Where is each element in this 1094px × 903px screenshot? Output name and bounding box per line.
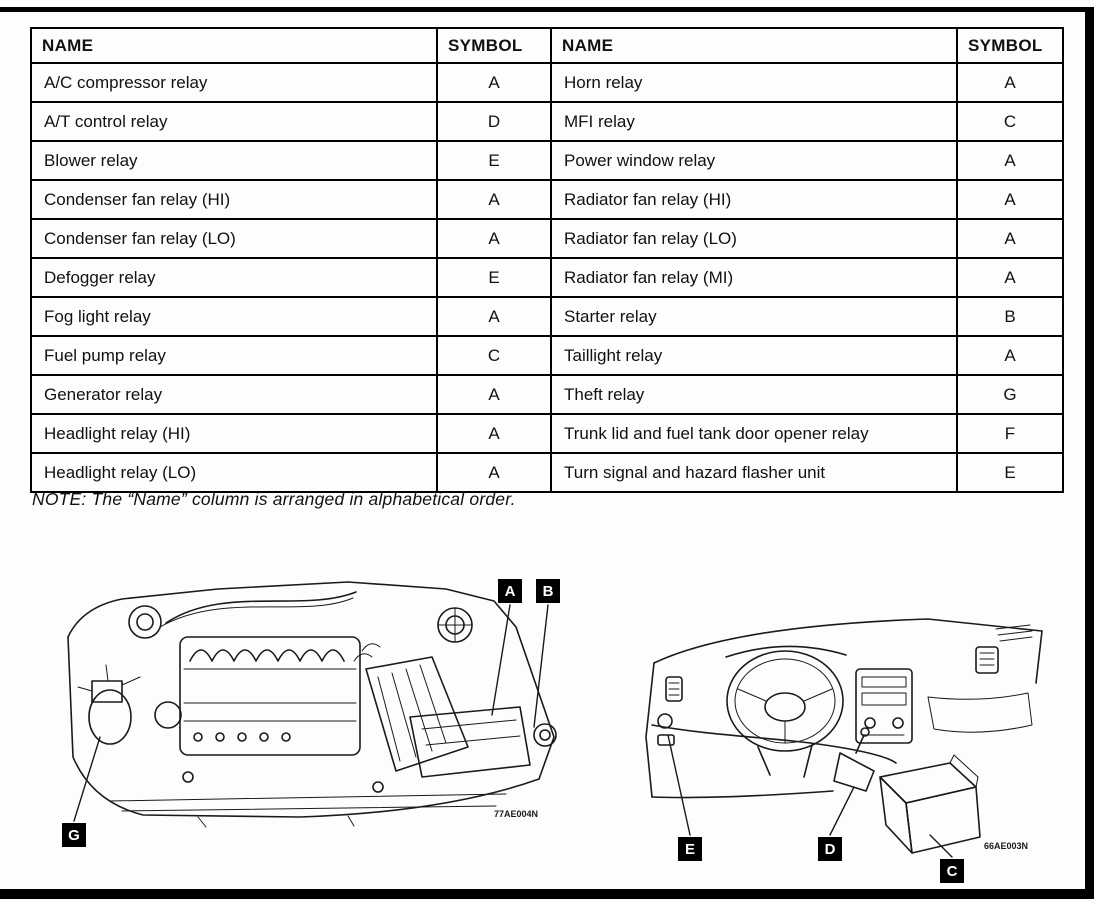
relay-name-cell: Headlight relay (LO) (31, 453, 437, 492)
relay-name-cell: Radiator fan relay (LO) (551, 219, 957, 258)
column-header-symbol-left: SYMBOL (437, 28, 551, 63)
callout-d (818, 837, 842, 861)
page-border-bottom (0, 889, 1094, 899)
relay-name-cell: MFI relay (551, 102, 957, 141)
relay-name-cell: Power window relay (551, 141, 957, 180)
leader-line-c (930, 835, 952, 857)
relay-name-cell: Generator relay (31, 375, 437, 414)
table-row (31, 63, 1063, 102)
relay-symbol-cell: A (957, 63, 1063, 102)
table-row (31, 258, 1063, 297)
relay-name-cell: Defogger relay (31, 258, 437, 297)
relay-name-cell: Radiator fan relay (HI) (551, 180, 957, 219)
table-row (31, 102, 1063, 141)
callout-c (940, 859, 964, 883)
table-row (31, 141, 1063, 180)
svg-text:A: A (504, 583, 516, 600)
leader-line-g (74, 737, 100, 821)
relay-name-cell: Headlight relay (HI) (31, 414, 437, 453)
relay-symbol-cell: C (957, 102, 1063, 141)
relay-symbol-cell: E (437, 141, 551, 180)
page-border-right (1085, 7, 1094, 899)
relay-symbol-cell: A (437, 375, 551, 414)
relay-name-cell: Condenser fan relay (LO) (31, 219, 437, 258)
relay-name-cell: Theft relay (551, 375, 957, 414)
relay-name-cell: Fog light relay (31, 297, 437, 336)
relay-table-body (31, 63, 1063, 492)
svg-text:B: B (542, 583, 554, 600)
relay-symbol-cell: A (437, 453, 551, 492)
relay-symbol-cell: E (957, 453, 1063, 492)
svg-text:D: D (824, 841, 836, 858)
relay-symbol-cell: A (957, 258, 1063, 297)
dashboard-figure (628, 585, 1058, 885)
relay-name-cell: Fuel pump relay (31, 336, 437, 375)
leader-line-a (492, 605, 510, 715)
relay-symbol-cell: A (957, 180, 1063, 219)
relay-symbol-cell: B (957, 297, 1063, 336)
svg-text:E: E (684, 841, 696, 858)
leader-line-e (668, 735, 690, 835)
relay-name-cell: A/C compressor relay (31, 63, 437, 102)
table-row (31, 375, 1063, 414)
note-text: NOTE: The “Name” column is arranged in alphabetical order. (32, 489, 516, 509)
table-header-row (31, 28, 1063, 63)
relay-name-cell: Blower relay (31, 141, 437, 180)
relay-symbol-cell: G (957, 375, 1063, 414)
callout-g (62, 823, 86, 847)
relay-symbol-cell: A (957, 336, 1063, 375)
callout-e (678, 837, 702, 861)
table-row (31, 297, 1063, 336)
engine-bay-figure (48, 565, 578, 860)
table-row (31, 414, 1063, 453)
column-header-symbol-right: SYMBOL (957, 28, 1063, 63)
page-border-top (0, 7, 1094, 12)
relay-name-cell: A/T control relay (31, 102, 437, 141)
leader-line-d (830, 787, 854, 835)
relay-name-cell: Starter relay (551, 297, 957, 336)
relay-symbol-cell: C (437, 336, 551, 375)
relay-symbol-cell: E (437, 258, 551, 297)
relay-name-cell: Condenser fan relay (HI) (31, 180, 437, 219)
svg-text:G: G (68, 827, 80, 844)
relay-symbol-cell: A (957, 219, 1063, 258)
relay-symbol-cell: A (437, 414, 551, 453)
relay-name-cell: Trunk lid and fuel tank door opener relay (551, 414, 957, 453)
relay-symbol-cell: D (437, 102, 551, 141)
relay-symbol-cell: A (437, 297, 551, 336)
relay-symbol-cell: A (437, 63, 551, 102)
table-row (31, 336, 1063, 375)
figure-code-engine: 77AE004N (494, 809, 539, 819)
callout-a (498, 579, 522, 603)
relay-name-cell: Taillight relay (551, 336, 957, 375)
relay-symbol-cell: A (437, 219, 551, 258)
table-row (31, 219, 1063, 258)
relay-name-cell: Horn relay (551, 63, 957, 102)
column-header-name-left: NAME (31, 28, 437, 63)
engine-line-art (68, 582, 556, 827)
column-header-name-right: NAME (551, 28, 957, 63)
relay-name-cell: Turn signal and hazard flasher unit (551, 453, 957, 492)
relay-name-cell: Radiator fan relay (MI) (551, 258, 957, 297)
relay-symbol-cell: A (957, 141, 1063, 180)
table-row (31, 453, 1063, 492)
table-row (31, 180, 1063, 219)
svg-text:C: C (946, 863, 958, 880)
dashboard-line-art (646, 619, 1042, 853)
callout-b (536, 579, 560, 603)
relay-symbol-cell: A (437, 180, 551, 219)
relay-symbol-table (30, 27, 1064, 493)
figure-code-dashboard: 66AE003N (984, 841, 1029, 851)
leader-line-b (534, 605, 548, 727)
relay-symbol-cell: F (957, 414, 1063, 453)
